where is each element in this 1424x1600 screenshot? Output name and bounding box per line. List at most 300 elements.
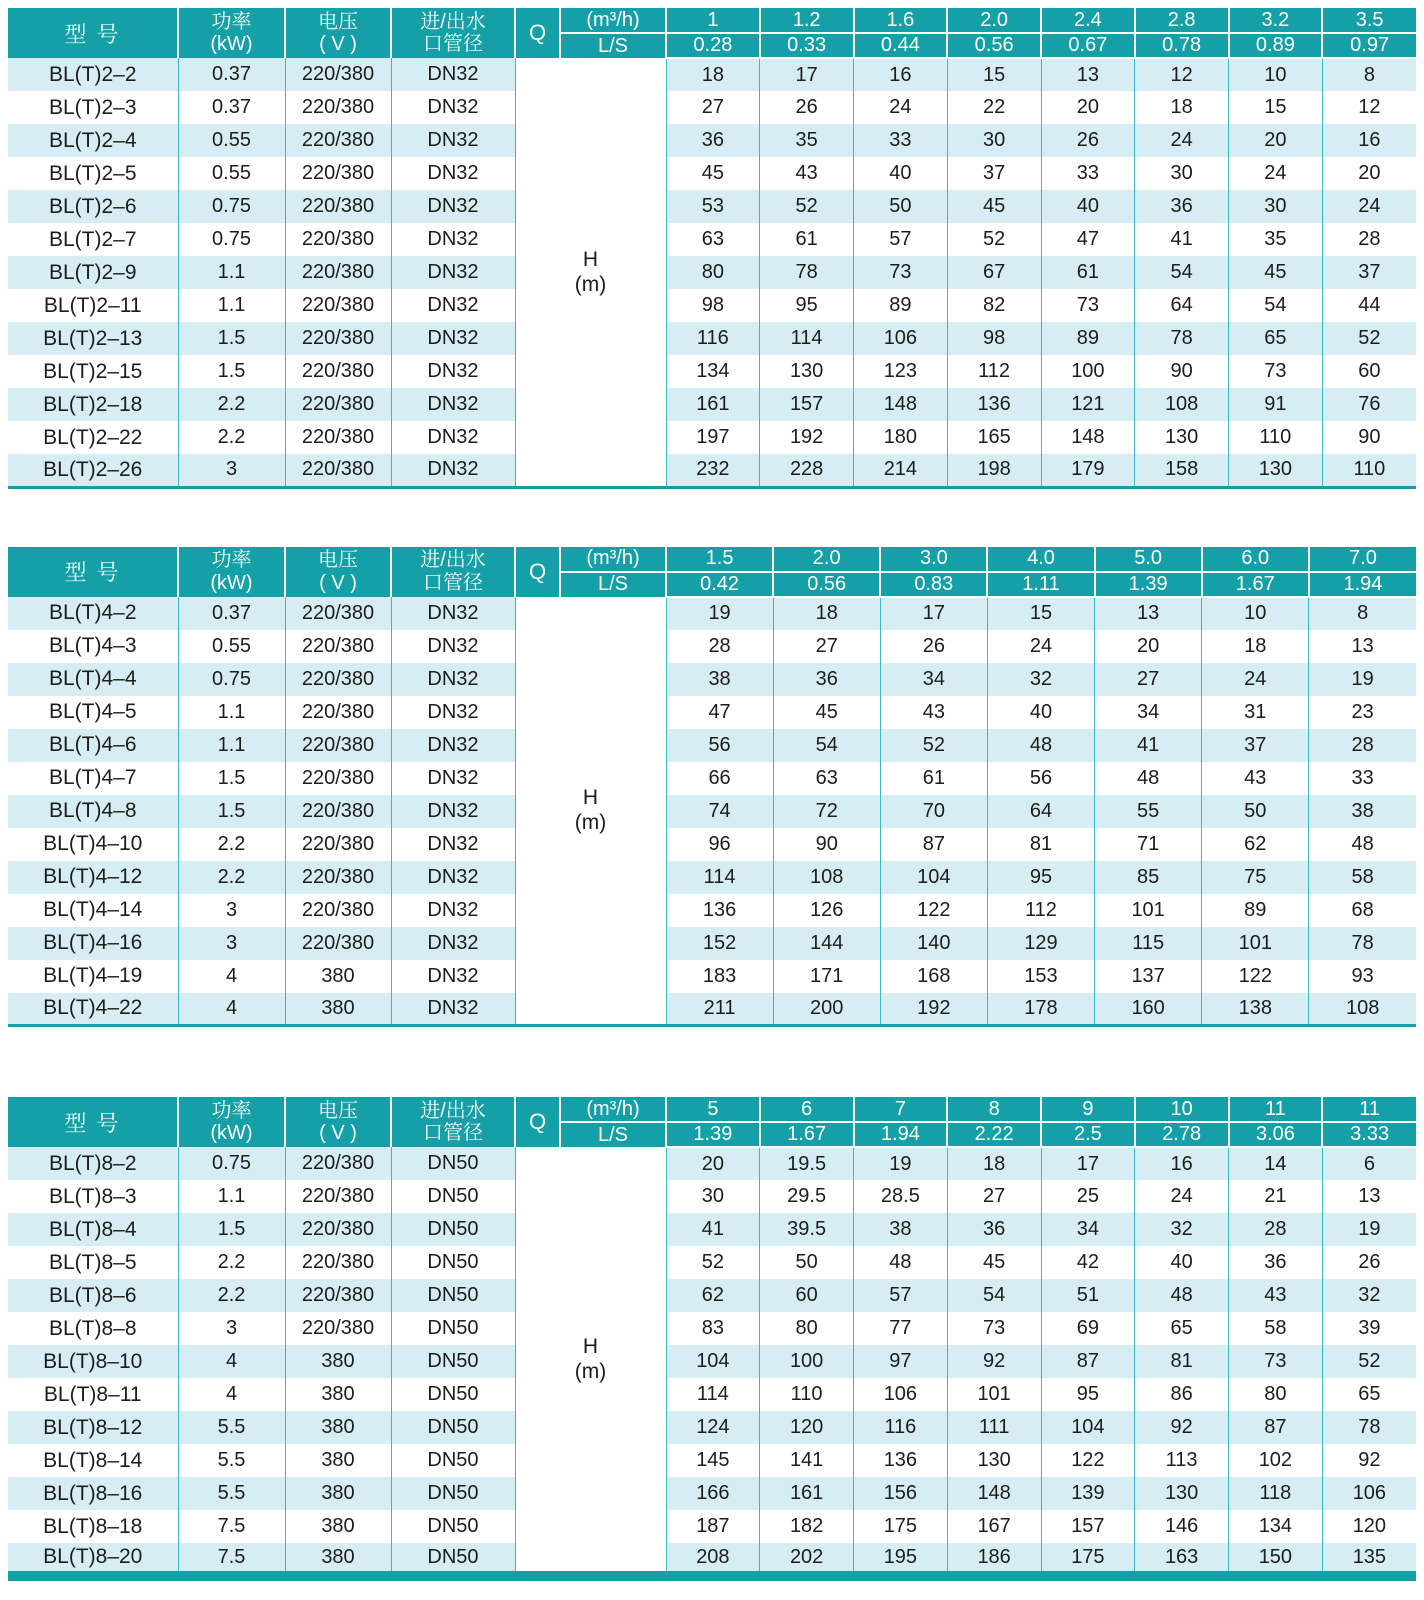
flow-ls-header: 0.33 (760, 33, 854, 58)
table-row (8, 696, 1416, 729)
head-cell: 108 (773, 861, 880, 894)
voltage-cell: 220/380 (285, 223, 391, 256)
head-cell: 12 (1322, 91, 1416, 124)
pump-table-blt4 (8, 547, 1416, 1028)
flow-m3h-header: 3.0 (880, 547, 987, 572)
head-cell: 16 (854, 58, 948, 91)
table-row (8, 454, 1416, 487)
head-cell: 31 (1202, 696, 1309, 729)
head-cell: 57 (854, 223, 948, 256)
voltage-cell: 220/380 (285, 1147, 391, 1180)
head-cell: 12 (1135, 58, 1229, 91)
head-cell: 38 (666, 663, 773, 696)
head-cell: 197 (666, 421, 760, 454)
head-cell: 61 (1041, 256, 1135, 289)
head-cell: 36 (666, 124, 760, 157)
head-cell: 130 (1229, 454, 1323, 487)
head-cell: 22 (947, 91, 1041, 124)
head-cell: 38 (1309, 795, 1416, 828)
head-cell: 90 (1322, 421, 1416, 454)
head-cell: 161 (760, 1477, 854, 1510)
head-cell: 145 (666, 1444, 760, 1477)
head-cell: 55 (1095, 795, 1202, 828)
voltage-cell: 380 (285, 1543, 391, 1576)
head-cell: 110 (1322, 454, 1416, 487)
table-body (8, 1147, 1416, 1576)
head-cell: 19 (666, 597, 773, 630)
head-cell: 24 (1135, 124, 1229, 157)
pipe-cell: DN50 (391, 1246, 515, 1279)
head-cell: 77 (854, 1312, 948, 1345)
pipe-cell: DN32 (391, 421, 515, 454)
power-cell: 3 (178, 927, 285, 960)
voltage-cell: 220/380 (285, 190, 391, 223)
head-cell: 114 (666, 1378, 760, 1411)
head-cell: 66 (666, 762, 773, 795)
head-cell: 73 (947, 1312, 1041, 1345)
head-cell: 37 (1202, 729, 1309, 762)
model-cell: BL(T)4–2 (8, 597, 178, 630)
head-cell: 175 (1041, 1543, 1135, 1576)
col-header-power (178, 1097, 285, 1147)
head-cell: 33 (1309, 762, 1416, 795)
head-cell: 122 (880, 894, 987, 927)
power-cell: 0.55 (178, 124, 285, 157)
flow-ls-header: 3.33 (1322, 1122, 1416, 1147)
head-cell: 18 (1135, 91, 1229, 124)
head-cell: 18 (773, 597, 880, 630)
head-cell: 47 (666, 696, 773, 729)
head-cell: 52 (1322, 322, 1416, 355)
head-cell: 57 (854, 1279, 948, 1312)
head-cell: 58 (1309, 861, 1416, 894)
head-cell: 13 (1322, 1180, 1416, 1213)
head-cell: 48 (987, 729, 1094, 762)
col-header-flow-unit: (m³/h) (560, 1097, 666, 1122)
head-cell: 48 (1095, 762, 1202, 795)
head-cell: 62 (1202, 828, 1309, 861)
col-header-flow-unit: (m³/h) (560, 8, 666, 33)
flow-ls-header: 1.39 (666, 1122, 760, 1147)
head-cell: 43 (760, 157, 854, 190)
table-row (8, 1345, 1416, 1378)
head-cell: 47 (1041, 223, 1135, 256)
head-cell: 157 (760, 388, 854, 421)
head-cell: 17 (760, 58, 854, 91)
table-row (8, 355, 1416, 388)
header-row-top (8, 1097, 1416, 1122)
head-cell: 34 (1095, 696, 1202, 729)
head-cell: 167 (947, 1510, 1041, 1543)
head-cell: 54 (773, 729, 880, 762)
voltage-cell: 220/380 (285, 1180, 391, 1213)
flow-ls-header: 2.22 (947, 1122, 1041, 1147)
flow-m3h-header: 3.2 (1229, 8, 1323, 33)
head-cell: 86 (1135, 1378, 1229, 1411)
head-cell: 130 (760, 355, 854, 388)
table-row (8, 91, 1416, 124)
voltage-cell: 220/380 (285, 421, 391, 454)
voltage-cell: 220/380 (285, 91, 391, 124)
head-cell: 228 (760, 454, 854, 487)
head-cell: 43 (880, 696, 987, 729)
model-cell: BL(T)2–4 (8, 124, 178, 157)
head-cell: 187 (666, 1510, 760, 1543)
power-cell: 0.75 (178, 190, 285, 223)
col-header-q: Q (515, 8, 560, 58)
flow-m3h-header: 7 (854, 1097, 948, 1122)
head-cell: 146 (1135, 1510, 1229, 1543)
head-cell: 65 (1229, 322, 1323, 355)
voltage-cell: 380 (285, 1477, 391, 1510)
head-cell: 106 (854, 322, 948, 355)
head-cell: 26 (880, 630, 987, 663)
head-cell: 38 (854, 1213, 948, 1246)
head-cell: 89 (1041, 322, 1135, 355)
head-cell: 65 (1135, 1312, 1229, 1345)
voltage-cell: 220/380 (285, 597, 391, 630)
voltage-cell: 220/380 (285, 256, 391, 289)
table-row (8, 58, 1416, 91)
model-cell: BL(T)4–14 (8, 894, 178, 927)
power-cell: 3 (178, 894, 285, 927)
flow-ls-header: 1.94 (854, 1122, 948, 1147)
head-cell: 73 (854, 256, 948, 289)
voltage-cell: 220/380 (285, 795, 391, 828)
flow-ls-header: 0.56 (773, 572, 880, 597)
head-cell: 19.5 (760, 1147, 854, 1180)
model-cell: BL(T)2–15 (8, 355, 178, 388)
table-row (8, 993, 1416, 1026)
power-cell: 4 (178, 993, 285, 1026)
pump-table-blt2 (8, 8, 1416, 489)
head-cell: 63 (666, 223, 760, 256)
head-unit-line2: (m) (574, 1360, 607, 1383)
flow-ls-header: 2.5 (1041, 1122, 1135, 1147)
head-cell: 92 (947, 1345, 1041, 1378)
head-cell: 78 (1322, 1411, 1416, 1444)
head-cell: 10 (1202, 597, 1309, 630)
head-cell: 45 (773, 696, 880, 729)
flow-ls-header: 0.28 (666, 33, 760, 58)
head-cell: 36 (1135, 190, 1229, 223)
voltage-cell: 220/380 (285, 157, 391, 190)
head-cell: 20 (1041, 91, 1135, 124)
flow-ls-header: 0.67 (1041, 33, 1135, 58)
head-cell: 122 (1202, 960, 1309, 993)
head-cell: 15 (947, 58, 1041, 91)
head-cell: 171 (773, 960, 880, 993)
head-cell: 140 (880, 927, 987, 960)
head-cell: 93 (1309, 960, 1416, 993)
head-cell: 80 (760, 1312, 854, 1345)
power-cell: 1.5 (178, 322, 285, 355)
head-cell: 211 (666, 993, 773, 1026)
col-header-ls: L/S (560, 33, 666, 58)
head-cell: 48 (854, 1246, 948, 1279)
head-cell: 24 (854, 91, 948, 124)
model-cell: BL(T)8–2 (8, 1147, 178, 1180)
head-cell: 130 (1135, 1477, 1229, 1510)
table-row (8, 729, 1416, 762)
model-cell: BL(T)8–5 (8, 1246, 178, 1279)
head-cell: 112 (947, 355, 1041, 388)
head-cell: 78 (760, 256, 854, 289)
col-header-pipe (391, 1097, 515, 1147)
head-cell: 56 (987, 762, 1094, 795)
header-row-top (8, 547, 1416, 572)
head-cell: 17 (1041, 1147, 1135, 1180)
flow-m3h-header: 5.0 (1095, 547, 1202, 572)
power-cell: 0.75 (178, 1147, 285, 1180)
table-row (8, 861, 1416, 894)
voltage-cell: 220/380 (285, 630, 391, 663)
table-row (8, 630, 1416, 663)
head-cell: 45 (947, 190, 1041, 223)
head-cell: 28 (1322, 223, 1416, 256)
head-cell: 192 (760, 421, 854, 454)
head-cell: 30 (947, 124, 1041, 157)
head-cell: 18 (666, 58, 760, 91)
flow-ls-header: 0.83 (880, 572, 987, 597)
flow-m3h-header: 11 (1322, 1097, 1416, 1122)
head-cell: 111 (947, 1411, 1041, 1444)
power-cell: 0.37 (178, 58, 285, 91)
flow-m3h-header: 1.2 (760, 8, 854, 33)
col-header-power-line2: (kW) (210, 33, 253, 55)
head-cell: 129 (987, 927, 1094, 960)
head-cell: 28 (1229, 1213, 1323, 1246)
head-cell: 76 (1322, 388, 1416, 421)
head-cell: 58 (1229, 1312, 1323, 1345)
head-cell: 153 (987, 960, 1094, 993)
head-cell: 62 (666, 1279, 760, 1312)
voltage-cell: 380 (285, 960, 391, 993)
head-cell: 81 (987, 828, 1094, 861)
table-row (8, 1213, 1416, 1246)
pipe-cell: DN32 (391, 828, 515, 861)
voltage-cell: 380 (285, 1378, 391, 1411)
pipe-cell: DN32 (391, 663, 515, 696)
head-cell: 40 (854, 157, 948, 190)
head-cell: 98 (947, 322, 1041, 355)
pipe-cell: DN50 (391, 1213, 515, 1246)
voltage-cell: 220/380 (285, 289, 391, 322)
head-cell: 15 (987, 597, 1094, 630)
pipe-cell: DN32 (391, 91, 515, 124)
table-row (8, 1279, 1416, 1312)
head-cell: 30 (1135, 157, 1229, 190)
model-cell: BL(T)4–4 (8, 663, 178, 696)
head-cell: 75 (1202, 861, 1309, 894)
voltage-cell: 220/380 (285, 388, 391, 421)
power-cell: 7.5 (178, 1510, 285, 1543)
head-cell: 32 (1322, 1279, 1416, 1312)
col-header-voltage-line2: ( V ) (319, 571, 357, 594)
col-header-model: 型 号 (8, 8, 178, 58)
pipe-cell: DN50 (391, 1543, 515, 1576)
col-header-q: Q (515, 547, 560, 597)
table-row (8, 157, 1416, 190)
head-cell: 115 (1095, 927, 1202, 960)
table-row (8, 1378, 1416, 1411)
head-cell: 73 (1229, 355, 1323, 388)
head-cell: 26 (760, 91, 854, 124)
head-unit-cell (515, 58, 666, 487)
head-cell: 39.5 (760, 1213, 854, 1246)
head-cell: 101 (1095, 894, 1202, 927)
model-cell: BL(T)2–11 (8, 289, 178, 322)
col-header-voltage-line2: ( V ) (319, 33, 357, 55)
table-row (8, 322, 1416, 355)
table-row (8, 1246, 1416, 1279)
head-cell: 36 (1229, 1246, 1323, 1279)
pipe-cell: DN32 (391, 696, 515, 729)
flow-ls-header: 3.06 (1229, 1122, 1323, 1147)
pipe-cell: DN32 (391, 256, 515, 289)
power-cell: 1.1 (178, 1180, 285, 1213)
table-row (8, 927, 1416, 960)
head-cell: 138 (1202, 993, 1309, 1026)
model-cell: BL(T)8–16 (8, 1477, 178, 1510)
power-cell: 2.2 (178, 388, 285, 421)
col-header-power-line1: 功率 (211, 549, 252, 572)
head-cell: 24 (1229, 157, 1323, 190)
head-cell: 198 (947, 454, 1041, 487)
head-cell: 20 (1322, 157, 1416, 190)
model-cell: BL(T)8–11 (8, 1378, 178, 1411)
voltage-cell: 220/380 (285, 1246, 391, 1279)
head-cell: 13 (1041, 58, 1135, 91)
head-cell: 24 (1202, 663, 1309, 696)
head-cell: 45 (666, 157, 760, 190)
head-cell: 13 (1095, 597, 1202, 630)
head-cell: 87 (880, 828, 987, 861)
table-row (8, 1444, 1416, 1477)
head-cell: 29.5 (760, 1180, 854, 1213)
head-cell: 136 (947, 388, 1041, 421)
pipe-cell: DN32 (391, 124, 515, 157)
model-cell: BL(T)4–6 (8, 729, 178, 762)
model-cell: BL(T)4–22 (8, 993, 178, 1026)
head-cell: 85 (1095, 861, 1202, 894)
head-cell: 130 (1135, 421, 1229, 454)
head-cell: 35 (760, 124, 854, 157)
head-cell: 108 (1309, 993, 1416, 1026)
table-row (8, 960, 1416, 993)
head-cell: 89 (854, 289, 948, 322)
power-cell: 2.2 (178, 1279, 285, 1312)
power-cell: 2.2 (178, 861, 285, 894)
head-cell: 61 (880, 762, 987, 795)
table-body (8, 58, 1416, 487)
table-row (8, 388, 1416, 421)
head-cell: 23 (1309, 696, 1416, 729)
power-cell: 4 (178, 1345, 285, 1378)
power-cell: 1.1 (178, 289, 285, 322)
head-cell: 60 (760, 1279, 854, 1312)
head-cell: 63 (773, 762, 880, 795)
flow-m3h-header: 1 (666, 8, 760, 33)
head-cell: 15 (1229, 91, 1323, 124)
voltage-cell: 220/380 (285, 861, 391, 894)
flow-ls-header: 2.78 (1135, 1122, 1229, 1147)
model-cell: BL(T)4–5 (8, 696, 178, 729)
model-cell: BL(T)8–12 (8, 1411, 178, 1444)
power-cell: 0.37 (178, 91, 285, 124)
head-cell: 48 (1309, 828, 1416, 861)
flow-m3h-header: 8 (947, 1097, 1041, 1122)
head-unit-cell (515, 597, 666, 1026)
pipe-cell: DN50 (391, 1510, 515, 1543)
head-cell: 41 (1135, 223, 1229, 256)
head-cell: 43 (1229, 1279, 1323, 1312)
col-header-ls: L/S (560, 1122, 666, 1147)
head-cell: 100 (760, 1345, 854, 1378)
pipe-cell: DN32 (391, 762, 515, 795)
head-cell: 90 (1135, 355, 1229, 388)
head-cell: 90 (773, 828, 880, 861)
power-cell: 1.5 (178, 762, 285, 795)
pipe-cell: DN32 (391, 355, 515, 388)
pipe-cell: DN50 (391, 1444, 515, 1477)
head-cell: 113 (1135, 1444, 1229, 1477)
flow-ls-header: 0.44 (854, 33, 948, 58)
voltage-cell: 220/380 (285, 454, 391, 487)
head-cell: 74 (666, 795, 773, 828)
table-row (8, 663, 1416, 696)
head-cell: 114 (666, 861, 773, 894)
head-cell: 80 (1229, 1378, 1323, 1411)
flow-m3h-header: 2.0 (773, 547, 880, 572)
head-cell: 163 (1135, 1543, 1229, 1576)
head-cell: 156 (854, 1477, 948, 1510)
head-cell: 186 (947, 1543, 1041, 1576)
head-cell: 144 (773, 927, 880, 960)
table-row (8, 1477, 1416, 1510)
head-cell: 81 (1135, 1345, 1229, 1378)
col-header-pipe-line2: 口管径 (423, 33, 483, 55)
head-cell: 157 (1041, 1510, 1135, 1543)
table-header (8, 1097, 1416, 1147)
table-row (8, 1543, 1416, 1576)
voltage-cell: 380 (285, 1510, 391, 1543)
head-cell: 134 (666, 355, 760, 388)
model-cell: BL(T)4–7 (8, 762, 178, 795)
head-cell: 19 (854, 1147, 948, 1180)
col-header-power-line2: (kW) (210, 571, 253, 594)
head-cell: 137 (1095, 960, 1202, 993)
pipe-cell: DN32 (391, 927, 515, 960)
head-cell: 202 (760, 1543, 854, 1576)
pipe-cell: DN32 (391, 960, 515, 993)
head-cell: 64 (987, 795, 1094, 828)
head-cell: 10 (1229, 58, 1323, 91)
head-cell: 24 (1322, 190, 1416, 223)
head-cell: 39 (1322, 1312, 1416, 1345)
pipe-cell: DN50 (391, 1378, 515, 1411)
head-cell: 36 (947, 1213, 1041, 1246)
head-cell: 78 (1135, 322, 1229, 355)
head-cell: 19 (1322, 1213, 1416, 1246)
flow-ls-header: 0.42 (666, 572, 773, 597)
head-cell: 44 (1322, 289, 1416, 322)
col-header-pipe-line1: 进/出水 (420, 549, 486, 572)
model-cell: BL(T)2–2 (8, 58, 178, 91)
col-header-model: 型 号 (8, 1097, 178, 1147)
head-cell: 178 (987, 993, 1094, 1026)
head-cell: 101 (947, 1378, 1041, 1411)
